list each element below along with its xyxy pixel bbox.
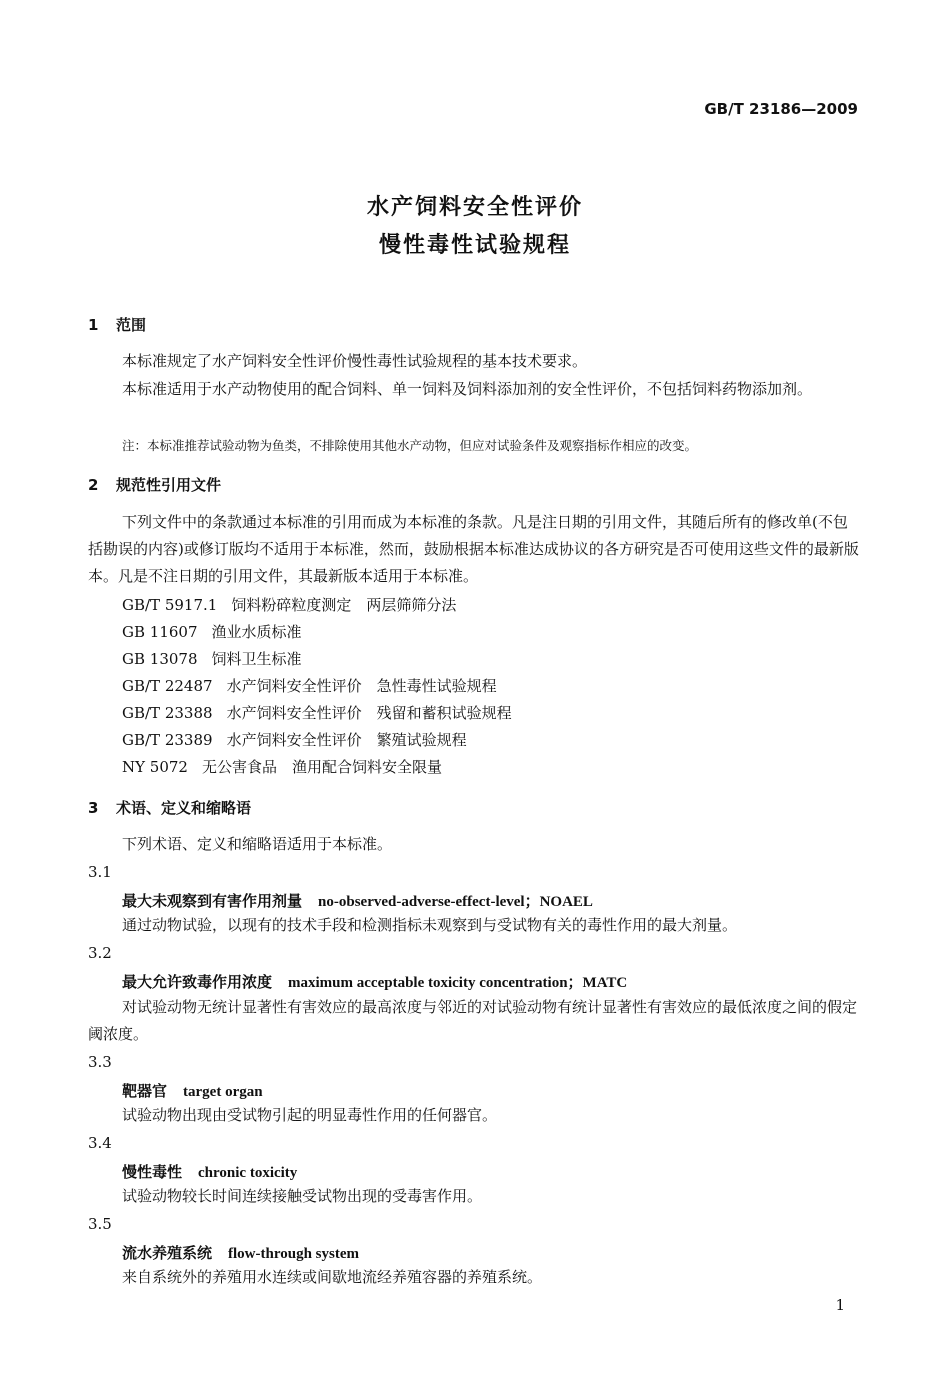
reference-item <box>122 621 302 642</box>
clause-number: 3.5 <box>88 1215 112 1233</box>
reference-item <box>122 756 442 777</box>
section-2-heading <box>88 474 221 495</box>
term-en: maximum acceptable toxicity concentration；MATC <box>288 975 628 991</box>
clause-number: 3.2 <box>88 944 112 962</box>
reference-item <box>122 675 497 696</box>
term-definition: 试验动物出现由受试物引起的明显毒性作用的任何器官。 <box>122 1106 498 1124</box>
section-title: 规范性引用文件 <box>116 476 222 494</box>
reference-code: GB 13078 <box>122 650 198 668</box>
reference-code: GB/T 23388 <box>122 704 213 722</box>
section-number: 1 <box>88 316 99 334</box>
term-zh: 流水养殖系统 <box>122 1244 213 1262</box>
paragraph: 本标准规定了水产饲料安全性评价慢性毒性试验规程的基本技术要求。 <box>122 352 588 370</box>
document-title-line1: 水产饲料安全性评价 <box>366 195 583 220</box>
section-number: 3 <box>88 799 99 817</box>
term-zh: 靶器官 <box>122 1082 168 1100</box>
standard-number: GB/T 23186—2009 <box>704 100 858 118</box>
reference-code: GB 11607 <box>122 623 198 641</box>
term-definition: 通过动物试验，以现有的技术手段和检测指标未观察到与受试物有关的毒性作用的最大剂量。 <box>122 916 738 934</box>
reference-code: GB/T 23389 <box>122 731 213 749</box>
term-zh: 最大未观察到有害作用剂量 <box>122 892 303 910</box>
term-definition: 来自系统外的养殖用水连续或间歇地流经养殖容器的养殖系统。 <box>122 1268 543 1286</box>
reference-code: GB/T 22487 <box>122 677 213 695</box>
reference-title: 无公害食品 渔用配合饲料安全限量 <box>201 758 442 776</box>
term-en: no-observed-adverse-effect-level；NOAEL <box>318 894 593 910</box>
section-title: 术语、定义和缩略语 <box>116 799 252 817</box>
reference-title: 饲料卫生标准 <box>211 650 302 668</box>
clause-number: 3.3 <box>88 1053 112 1071</box>
reference-code: GB/T 5917.1 <box>122 596 218 614</box>
reference-item <box>122 594 456 615</box>
reference-title: 渔业水质标准 <box>211 623 302 641</box>
term-zh: 最大允许致毒作用浓度 <box>122 973 273 991</box>
term-heading <box>122 890 593 911</box>
section-number: 2 <box>88 476 99 494</box>
reference-item <box>122 648 302 669</box>
reference-title: 水产饲料安全性评价 残留和蓄积试验规程 <box>226 704 512 722</box>
section-3-heading <box>88 797 251 818</box>
clause-number: 3.4 <box>88 1134 112 1152</box>
paragraph: 下列文件中的条款通过本标准的引用而成为本标准的条款。凡是注日期的引用文件，其随后所有的修改单(不包括勘误的内容)或修订版均不适用于本标准，然而，鼓励根据本标准达成协议的各方研究是否可使用这些文件的最新版本。凡是不注日期的引用文件，其最新版本适用于本标准。 <box>88 513 859 585</box>
clause-number: 3.1 <box>88 863 112 881</box>
term-en: flow-through system <box>228 1246 359 1262</box>
reference-title: 水产饲料安全性评价 急性毒性试验规程 <box>226 677 497 695</box>
note: 注：本标准推荐试验动物为鱼类，不排除使用其他水产动物，但应对试验条件及观察指标作相应的改变。 <box>122 438 698 453</box>
term-heading <box>122 1080 263 1101</box>
paragraph: 本标准适用于水产动物使用的配合饲料、单一饲料及饲料添加剂的安全性评价，不包括饲料药物添加剂。 <box>122 380 813 398</box>
reference-title: 水产饲料安全性评价 繁殖试验规程 <box>226 731 467 749</box>
term-definition: 对试验动物无统计显著性有害效应的最高浓度与邻近的对试验动物有统计显著性有害效应的最低浓度之间的假定阈浓度。 <box>88 998 858 1043</box>
document-title-line2: 慢性毒性试验规程 <box>378 233 571 258</box>
paragraph: 下列术语、定义和缩略语适用于本标准。 <box>122 835 393 853</box>
reference-title: 饲料粉碎粒度测定 两层筛筛分法 <box>231 596 457 614</box>
term-heading <box>122 1242 359 1263</box>
term-en: target organ <box>183 1084 263 1100</box>
section-1-heading <box>88 314 146 335</box>
term-zh: 慢性毒性 <box>122 1163 183 1181</box>
section-title: 范围 <box>116 316 147 334</box>
reference-item <box>122 702 512 723</box>
term-definition: 试验动物较长时间连续接触受试物出现的受毒害作用。 <box>122 1187 483 1205</box>
term-en: chronic toxicity <box>198 1165 298 1181</box>
reference-code: NY 5072 <box>122 758 188 776</box>
reference-item <box>122 729 467 750</box>
page-number: 1 <box>835 1296 845 1314</box>
term-heading <box>122 971 627 992</box>
term-heading <box>122 1161 297 1182</box>
